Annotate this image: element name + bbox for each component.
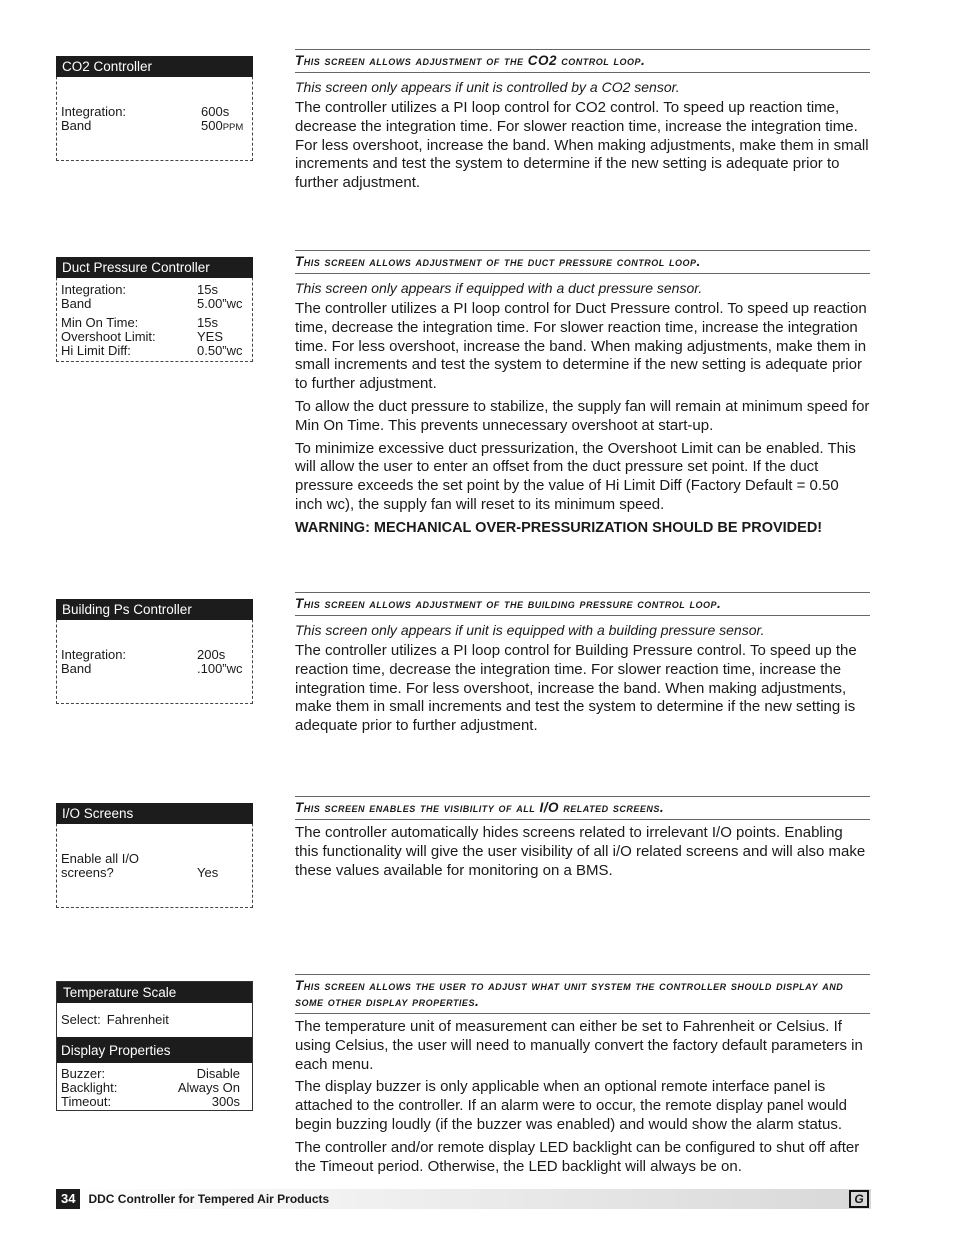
- paragraph: To minimize excessive duct pressurization, the Overshoot Limit can be enabled. This will allow the user to enter an offset from the duct pressure set point. If the duct pressure exceeds the set point by the value of Hi Limit Diff (Factory Default = 0.50 inch wc), the supply fan will reset to its minimum speed.: [295, 439, 856, 513]
- panel-title: Temperature Scale: [57, 982, 252, 1003]
- integration-value: 200s: [197, 647, 226, 662]
- paragraph: The controller utilizes a PI loop control for Building Pressure control. To speed up the reaction time, decrease the integration time. For slower reaction time, increase the integration time. For less overshoot, increase the band. When making adjustments, make them in small increments and test the system to determine if the new setting is adequate prior to further adjustment.: [295, 642, 857, 735]
- select-label: Select:: [61, 1012, 101, 1027]
- enable-io-row: [57, 852, 252, 866]
- footer-title: DDC Controller for Tempered Air Products: [88, 1192, 330, 1206]
- enable-io-value: Yes: [197, 865, 219, 880]
- band-value: 500PPM: [201, 118, 244, 133]
- section-heading: This screen allows the user to adjust what unit system the controller should display and some other display properties.: [295, 974, 870, 1014]
- section-note: This screen only appears if unit is equipped with a building pressure sensor.: [295, 622, 765, 638]
- panel-title: Duct Pressure Controller: [56, 257, 253, 278]
- io-screens-panel: [56, 803, 253, 908]
- integration-value: 600s: [201, 104, 230, 119]
- display-value: Disable: [196, 1066, 240, 1081]
- paragraph: The controller automatically hides screens related to irrelevant I/O points. Enabling this functionality will give the user visibility of all i/O related screens and will also make these values available for monitoring on a BMS.: [295, 824, 866, 879]
- display-label: Buzzer:: [61, 1066, 106, 1081]
- band-label: Band: [61, 661, 92, 676]
- page-footer: [56, 1189, 871, 1209]
- band-label: Band: [61, 118, 92, 133]
- param-row: [57, 297, 252, 311]
- band-value: .100”wc: [197, 661, 243, 676]
- display-row: [57, 1067, 252, 1081]
- param-value: 5.00”wc: [197, 296, 243, 311]
- section-note: This screen only appears if unit is controlled by a CO2 sensor.: [295, 79, 680, 95]
- duct-pressure-panel: [56, 257, 253, 362]
- panel-title: CO2 Controller: [56, 56, 253, 77]
- section-note: This screen only appears if equipped with a duct pressure sensor.: [295, 280, 703, 296]
- integration-label: Integration:: [61, 647, 127, 662]
- co2-controller-panel: [56, 56, 253, 161]
- page-number: 34: [56, 1189, 80, 1209]
- building-pressure-section: [295, 592, 870, 740]
- param-row: [57, 316, 252, 330]
- paragraph: The temperature unit of measurement can either be set to Fahrenheit or Celsius. If using Celsius, the user will need to manually convert the factory default parameters in each menu.: [295, 1018, 863, 1073]
- display-label: Timeout:: [61, 1094, 112, 1109]
- section-heading: This screen allows adjustment of the CO2 control loop.: [295, 49, 870, 73]
- param-value: 15s: [197, 282, 218, 297]
- paragraph: To allow the duct pressure to stabilize, the supply fan will remain at minimum speed for Min On Time. This prevents unnecessary overshoot at start-up.: [295, 397, 870, 434]
- param-row: [57, 283, 252, 297]
- duct-pressure-section: [295, 250, 870, 538]
- integration-row: [57, 648, 252, 662]
- band-row: [57, 662, 252, 676]
- io-section: [295, 796, 870, 884]
- paragraph: The controller and/or remote display LED backlight can be configured to shut off after the Timeout period. Otherwise, the LED backlight will always be on.: [295, 1138, 860, 1175]
- param-label: Hi Limit Diff:: [61, 343, 131, 358]
- paragraph: The controller utilizes a PI loop control for CO2 control. To speed up reaction time, decrease the integration time. For slower reaction time, increase the integration time. For less overshoot, increase the band. When making adjustments, make them in small increments and test the system to determine if the new setting is adequate prior to further adjustment.: [295, 99, 869, 192]
- param-value: 15s: [197, 315, 218, 330]
- param-row: [57, 344, 252, 358]
- display-row: [57, 1081, 252, 1095]
- section-heading: This screen enables the visibility of all I/O related screens.: [295, 796, 870, 820]
- display-value: 300s: [211, 1094, 240, 1109]
- co2-section: [295, 49, 870, 197]
- section-heading: This screen allows adjustment of the building pressure control loop.: [295, 592, 870, 616]
- enable-io-row: [57, 866, 252, 880]
- paragraph: The display buzzer is only applicable when an optional remote interface panel is attached to the controller. If an alarm were to occur, the remote display panel would begin buzzing loudly (if the buzzer was enabled) and would show the alarm status.: [295, 1078, 847, 1133]
- param-row: [57, 330, 252, 344]
- display-properties-title: Display Properties: [57, 1037, 252, 1063]
- integration-row: [57, 105, 252, 119]
- warning-text: WARNING: MECHANICAL OVER-PRESSURIZATION SHOULD BE PROVIDED!: [295, 519, 823, 536]
- enable-io-label: Enable all I/O: [61, 851, 140, 866]
- building-ps-panel: [56, 599, 253, 704]
- display-label: Backlight:: [61, 1080, 118, 1095]
- panel-title: I/O Screens: [56, 803, 253, 824]
- enable-io-label-2: screens?: [61, 865, 114, 880]
- band-row: [57, 119, 252, 135]
- brand-logo-icon: G: [849, 1190, 869, 1208]
- param-label: Integration:: [61, 282, 127, 297]
- select-row: [57, 1013, 252, 1027]
- section-heading: This screen allows adjustment of the duct pressure control loop.: [295, 250, 870, 274]
- select-value: Fahrenheit: [106, 1012, 169, 1027]
- integration-label: Integration:: [61, 104, 127, 119]
- param-label: Min On Time:: [61, 315, 139, 330]
- paragraph: The controller utilizes a PI loop control for Duct Pressure control. To speed up reaction time, decrease the integration time. For slower reaction time, increase the integration time. For less overshoot, increase the band. When making adjustments, make them in small increments and test the system to determine if the new setting is adequate prior to further adjustment.: [295, 300, 867, 393]
- param-value: 0.50”wc: [197, 343, 243, 358]
- param-value: YES: [197, 329, 224, 344]
- display-row: [57, 1095, 252, 1109]
- panel-title: Building Ps Controller: [56, 599, 253, 620]
- display-value: Always On: [177, 1080, 240, 1095]
- param-label: Band: [61, 296, 92, 311]
- param-label: Overshoot Limit:: [61, 329, 156, 344]
- temperature-scale-panel: [56, 981, 253, 1111]
- temperature-section: [295, 974, 870, 1180]
